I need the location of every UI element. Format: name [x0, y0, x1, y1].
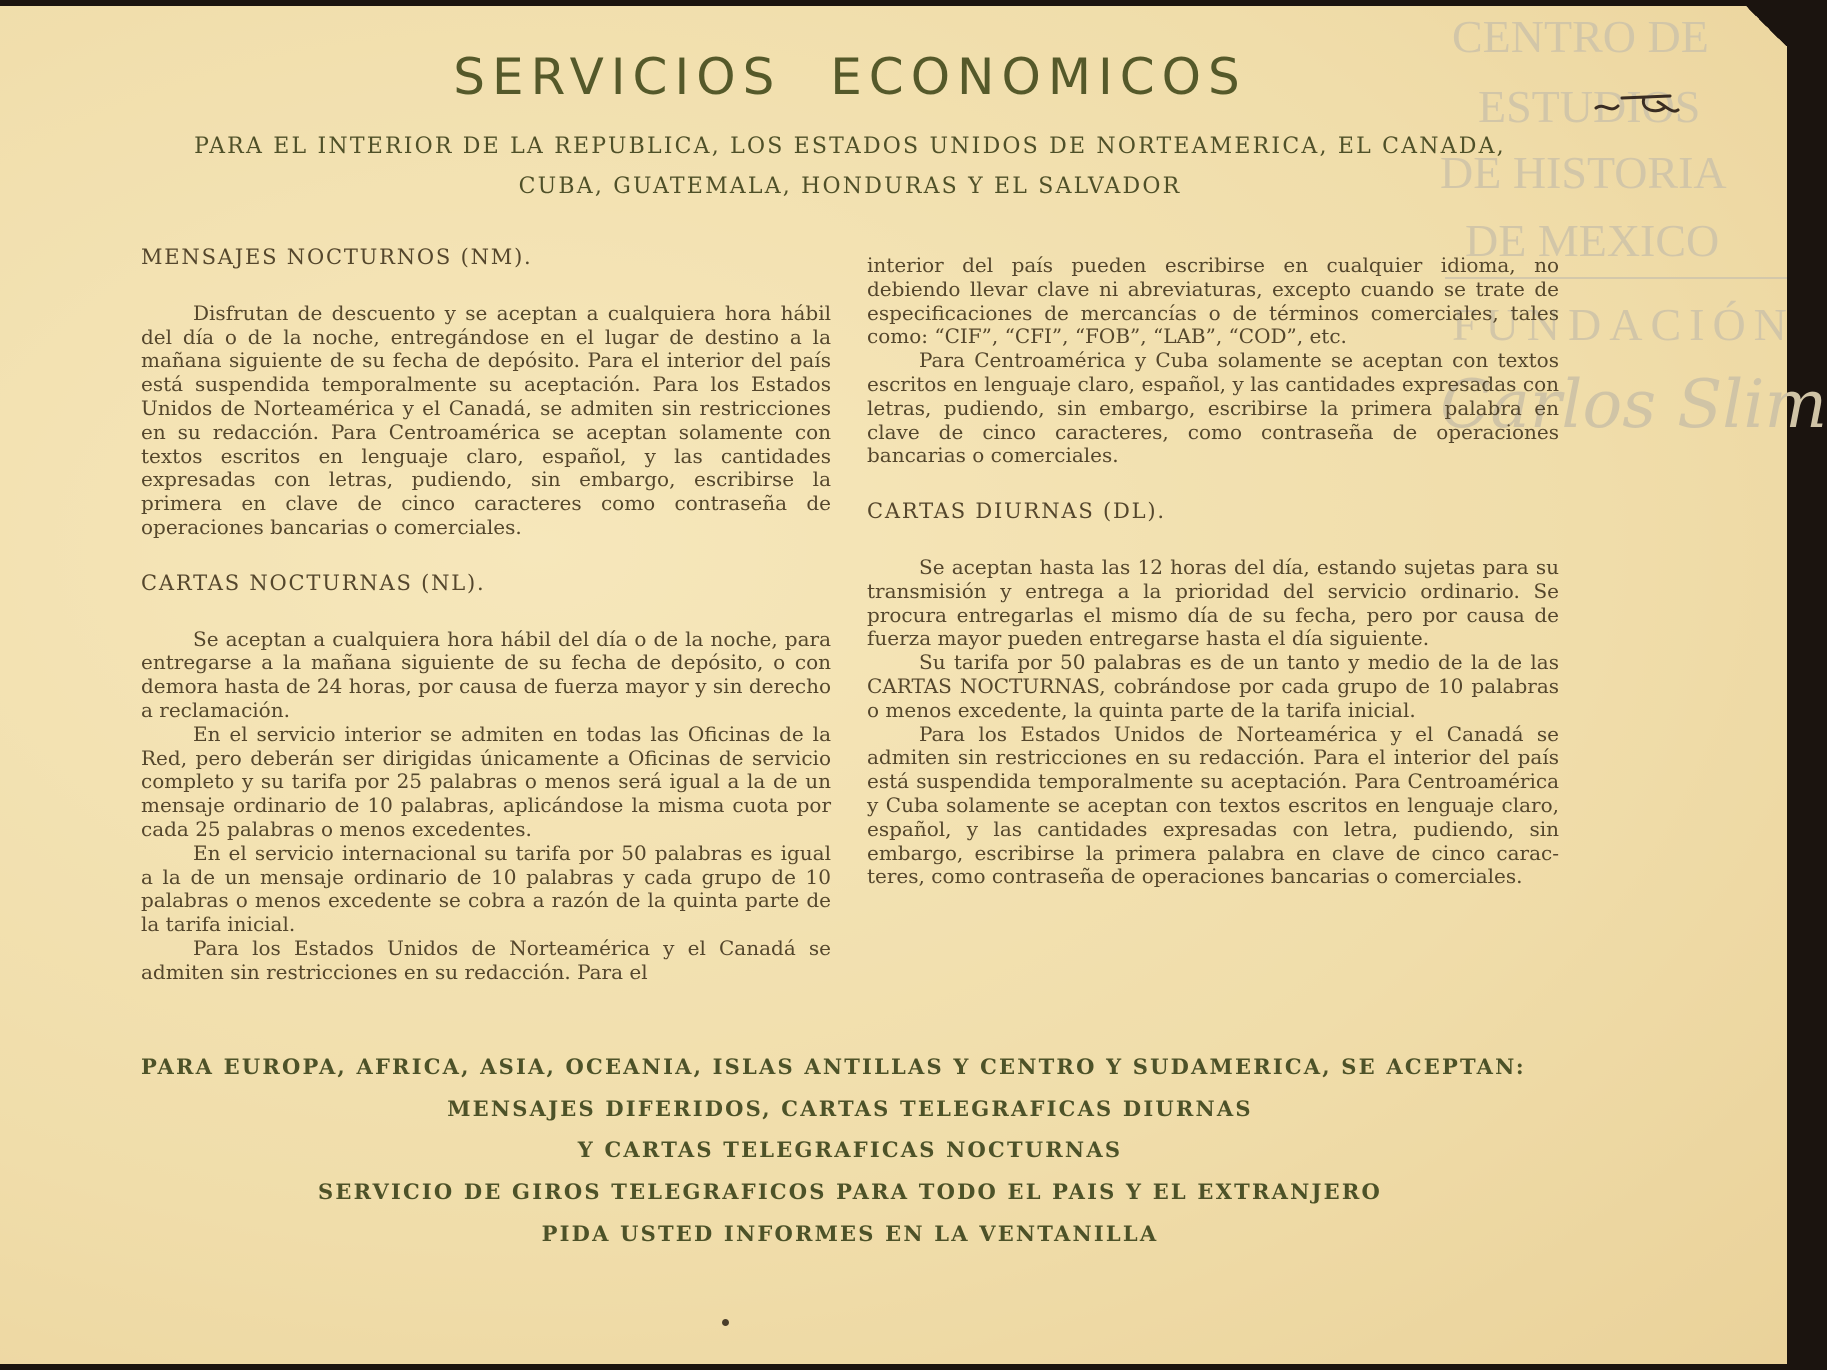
left-column [141, 246, 831, 985]
watermark-line-4: DE MEXICO [1465, 215, 1720, 266]
document-sheet [0, 6, 1827, 1364]
paragraph-dl-3: Para los Estados Unidos de Norteamérica y el Canadá se admiten sin restricciones en su redacción. Para el interior del país está suspendida temporalmente su aceptación. Para Centroamérica y Cuba solamente se aceptan con textos escritos en lenguaje claro, español, y las cantidades expresadas con letra, pudiendo, sin embargo, escribirse la primera palabra en clave de cinco caracteres, como contraseña de operaciones bancarias o comerciales. [867, 721, 1559, 889]
footer-line-3: Y CARTAS TELEGRAFICAS NOCTURNAS [577, 1137, 1123, 1162]
subtitle-line-2: CUBA, GUATEMALA, HONDURAS Y EL SALVADOR [518, 174, 1182, 199]
heading-mensajes-nocturnos: MENSAJES NOCTURNOS (NM). [141, 245, 533, 269]
heading-cartas-nocturnas: CARTAS NOCTURNAS (NL). [141, 570, 486, 595]
footer-line-4: SERVICIO DE GIROS TELEGRAFICOS PARA TODO EL PAIS Y EL EXTRANJERO [318, 1179, 1382, 1204]
paragraph-nl-4: Para los Estados Unidos de Norteamérica y el Canadá se admiten sin restricciones en su redacción. Para el [141, 935, 831, 984]
torn-corner [1745, 6, 1787, 46]
paragraph-nl-3: En el servicio internacional su tarifa por 50 palabras es igual a la de un mensaje ordinario de 10 palabras y cada grupo de 10 palabras o menos excedente se cobra a razón de la quinta parte de la tarifa inicial. [141, 840, 831, 937]
heading-cartas-diurnas: CARTAS DIURNAS (DL). [867, 499, 1166, 524]
subtitle-line-1: PARA EL INTERIOR DE LA REPUBLICA, LOS ESTADOS UNIDOS DE NORTEAMERICA, EL CANADA, [194, 134, 1506, 159]
print-dot [722, 1319, 729, 1326]
watermark-line-2: ESTUDIOS [1478, 81, 1701, 132]
right-column [867, 254, 1559, 889]
footer-line-1: PARA EUROPA, AFRICA, ASIA, OCEANIA, ISLAS ANTILLAS Y CENTRO Y SUDAMERICA, SE ACEPTAN: [141, 1054, 1526, 1079]
page-title: SERVICIOS ECONOMICOS [453, 48, 1247, 106]
paragraph-dl-1: Se aceptan hasta las 12 horas del día, estando sujetas para su transmisión y entrega a la prioridad del servicio ordinario. Se procura entregarlas el mismo día de su fecha, pero por causa de fuerza mayor pueden entregarse hasta el día siguiente. [867, 554, 1559, 651]
paragraph-nl-2: En el servicio interior se admiten en todas las Oficinas de la Red, pero deberán ser dirigidas únicamente a Oficinas de servicio completo y su tarifa por 25 palabras o menos será igual a la de un mensaje ordinario de 10 palabras, aplicándose la misma cuota por cada 25 palabras o menos excedentes. [141, 721, 831, 841]
paragraph-nm: Disfrutan de descuento y se aceptan a cualquiera hora hábil del día o de la noche, entregándose en el lugar de destino a la mañana siguiente de su fecha de depósito. Para el interior del país está suspendida temporalmente su aceptación. Para los Estados Unidos de Norteamérica y el Canadá, se admiten sin restricciones en su redacción. Para Centroamérica se aceptan solamente con textos escritos en lenguaje claro, español, y las cantidades expresadas con letras, pudiendo, sin embargo, escribirse la primera en clave de cinco caracteres como contraseña de operaciones bancarias o comerciales. [141, 300, 831, 539]
paragraph-dl-2: Su tarifa por 50 palabras es de un tanto y medio de la de las CARTAS NOCTURNAS, cobrándose por cada grupo de 10 palabras o menos excedente, la quinta parte de la tarifa inicial. [867, 650, 1559, 722]
footer-line-5: PIDA USTED INFORMES EN LA VENTANILLA [541, 1221, 1159, 1246]
footer-line-2: MENSAJES DIFERIDOS, CARTAS TELEGRAFICAS DIURNAS [447, 1096, 1253, 1121]
watermark-line-3: DE HISTORIA [1440, 147, 1727, 198]
paragraph-nl-1: Se aceptan a cualquiera hora hábil del día o de la noche, para entregarse a la mañana siguiente de su fecha de depósito, o con demora hasta de 24 horas, por causa de fuerza mayor y sin derecho a reclamación. [141, 626, 831, 722]
paragraph-centroamerica: Para Centroamérica y Cuba solamente se aceptan con textos escritos en lenguaje claro, español, y las cantidades expresadas con letras, pudiendo, sin embargo, escribirse la primera palabra en clave de cinco caracteres, como contraseña de operaciones bancarias o comerciales. [867, 348, 1559, 468]
watermark-signature: Carlos Slim [1440, 366, 1827, 443]
watermark-line-5: FUNDACIÓN [1452, 299, 1795, 350]
paragraph-continuation: interior del país pueden escribirse en cualquier idioma, no debiendo llevar clave ni abreviaturas, excepto cuando se trate de especificaciones de mercancías o de términos comerciales, tales como: “CIF”, “CFI”, “FOB”, “LAB”, “COD”, etc. [867, 253, 1559, 349]
watermark-line-1: CENTRO DE [1452, 11, 1709, 62]
